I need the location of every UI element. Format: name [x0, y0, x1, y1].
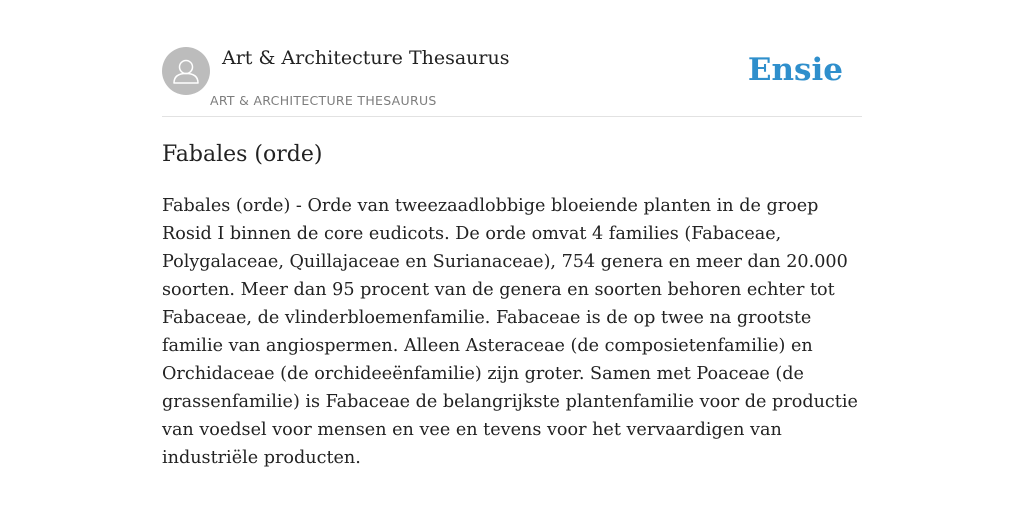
entry-title: Fabales (orde)	[162, 142, 323, 167]
user-silhouette-icon	[162, 47, 210, 95]
source-avatar[interactable]	[162, 47, 210, 95]
ensie-logo[interactable]: Ensie	[747, 52, 843, 88]
source-subtitle[interactable]: ART & ARCHITECTURE THESAURUS	[210, 93, 437, 108]
entry-header	[162, 46, 862, 117]
source-title[interactable]: Art & Architecture Thesaurus	[222, 47, 510, 69]
entry-description: Fabales (orde) - Orde van tweezaadlobbige bloeiende planten in de groep Rosid I binnen de core eudicots. De orde omvat 4 families (Fabaceae, Polygalaceae, Quillajaceae en Surianaceae), 754 genera en meer dan 20.000 soorten. Meer dan 95 procent van de genera en soorten behoren echter tot Fabaceae, de vlinderbloemenfamilie. Fabaceae is de op twee na grootste familie van angiospermen. Alleen Asteraceae (de composietenfamilie) en Orchidaceae (de orchideeënfamilie) zijn groter. Samen met Poaceae (de grassenfamilie) is Fabaceae de belangrijkste plantenfamilie voor de productie van voedsel voor mensen en vee en tevens voor het vervaardigen van industriële producten.	[162, 196, 858, 468]
